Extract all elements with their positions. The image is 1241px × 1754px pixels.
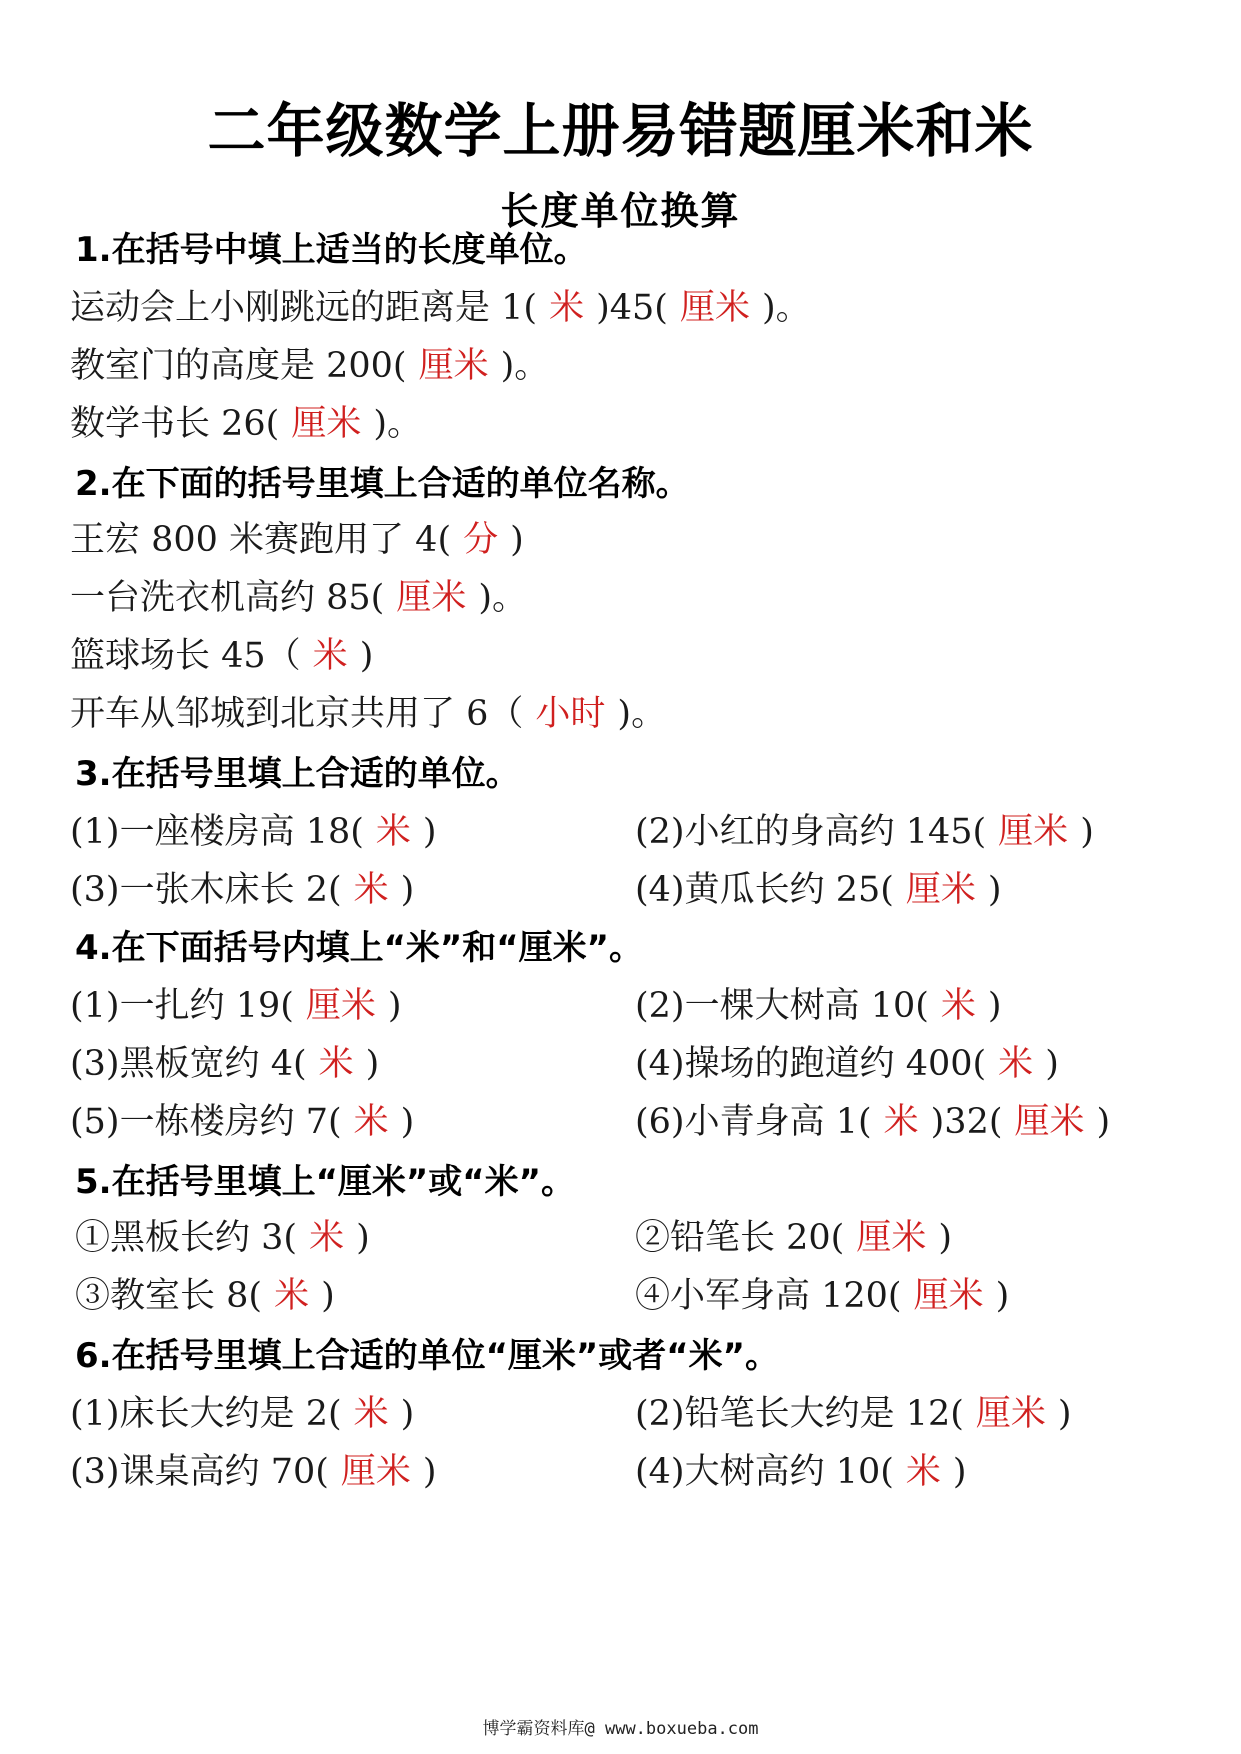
- answer: 米: [375, 812, 411, 852]
- question-1-line-1: [70, 280, 811, 330]
- answer: 米: [309, 1218, 345, 1258]
- line-text: 篮球场长 45（: [70, 636, 301, 676]
- line-text: ): [356, 1218, 370, 1258]
- answer: 小时: [535, 694, 606, 734]
- question-2-line-2: [70, 570, 527, 620]
- answer: 厘米: [1014, 1102, 1085, 1142]
- line-text: ): [987, 986, 1002, 1026]
- question-6-item-3: [70, 1444, 437, 1494]
- question-6-item-4: [635, 1444, 967, 1494]
- answer: 米: [353, 1102, 389, 1142]
- question-2-heading: 2.在下面的括号里填上合适的单位名称。: [75, 464, 690, 504]
- line-text: 一台洗衣机高约 85(: [70, 578, 385, 618]
- question-6-item-2: [635, 1386, 1072, 1436]
- question-4-item-4: [635, 1036, 1059, 1086]
- line-text: ): [400, 870, 415, 910]
- question-4-item-2: [635, 978, 1002, 1028]
- question-5-item-1: [75, 1210, 370, 1260]
- line-text: (3)黑板宽约 4(: [70, 1044, 307, 1084]
- answer: 厘米: [396, 578, 467, 618]
- answer: 厘米: [340, 1452, 411, 1492]
- line-text: ②铅笔长 20(: [635, 1218, 845, 1258]
- line-text: (6)小青身高 1(: [635, 1102, 872, 1142]
- question-4-item-6: [635, 1094, 1110, 1144]
- page-subtitle: 长度单位换算: [500, 188, 741, 233]
- question-6-heading: 6.在括号里填上合适的单位“厘米”或者“米”。: [75, 1336, 779, 1376]
- line-text: )32(: [930, 1102, 1003, 1142]
- question-3-item-4: [635, 862, 1002, 912]
- line-text: ): [365, 1044, 380, 1084]
- question-2-line-1: [70, 512, 524, 562]
- question-5-item-4: [635, 1268, 1009, 1318]
- line-text: (3)一张木床长 2(: [70, 870, 342, 910]
- line-text: )。: [373, 404, 422, 444]
- line-text: (1)一扎约 19(: [70, 986, 294, 1026]
- line-text: )。: [500, 346, 550, 386]
- answer: 米: [353, 870, 389, 910]
- line-text: (3)课桌高约 70(: [70, 1452, 329, 1492]
- question-3-item-2: [635, 804, 1094, 854]
- line-text: ): [321, 1276, 335, 1316]
- line-text: ): [359, 636, 374, 676]
- line-text: ): [400, 1394, 415, 1434]
- question-1-line-3: [70, 396, 422, 446]
- question-4-item-5: [70, 1094, 414, 1144]
- line-text: ): [952, 1452, 967, 1492]
- question-4-item-3: [70, 1036, 379, 1086]
- answer: 厘米: [905, 870, 976, 910]
- answer: 厘米: [305, 986, 376, 1026]
- line-text: ): [1045, 1044, 1059, 1084]
- line-text: ): [995, 1276, 1010, 1316]
- answer: 厘米: [856, 1218, 927, 1258]
- line-text: ): [422, 1452, 437, 1492]
- line-text: (4)大树高约 10(: [635, 1452, 894, 1492]
- line-text: 运动会上小刚跳远的距离是 1(: [70, 288, 538, 328]
- answer: 米: [549, 288, 585, 328]
- answer: 米: [905, 1452, 941, 1492]
- line-text: )。: [617, 694, 667, 734]
- line-text: ①黑板长约 3(: [75, 1218, 298, 1258]
- line-text: 数学书长 26(: [70, 404, 280, 444]
- question-3-item-1: [70, 804, 437, 854]
- question-6-item-1: [70, 1386, 414, 1436]
- line-text: 王宏 800 米赛跑用了 4(: [70, 520, 452, 560]
- answer: 米: [318, 1044, 354, 1084]
- line-text: ): [422, 812, 437, 852]
- page-title: 二年级数学上册易错题厘米和米: [207, 97, 1034, 165]
- question-1-line-2: [70, 338, 549, 388]
- answer: 厘米: [998, 812, 1069, 852]
- footer-watermark: 博学霸资料库@ www.boxueba.com: [482, 1719, 759, 1739]
- answer: 米: [274, 1276, 310, 1316]
- answer: 厘米: [975, 1394, 1046, 1434]
- line-text: ): [400, 1102, 415, 1142]
- line-text: (1)一座楼房高 18(: [70, 812, 364, 852]
- line-text: )45(: [596, 288, 668, 328]
- answer: 厘米: [679, 288, 750, 328]
- answer: 米: [312, 636, 348, 676]
- question-3-item-3: [70, 862, 414, 912]
- question-5-item-3: [75, 1268, 335, 1318]
- question-2-line-4: [70, 686, 666, 736]
- line-text: ): [987, 870, 1002, 910]
- line-text: (2)小红的身高约 145(: [635, 812, 987, 852]
- line-text: (4)黄瓜长约 25(: [635, 870, 894, 910]
- line-text: ): [510, 520, 524, 560]
- line-text: (2)铅笔长大约是 12(: [635, 1394, 964, 1434]
- question-3-heading: 3.在括号里填上合适的单位。: [75, 754, 520, 794]
- question-2-line-3: [70, 628, 373, 678]
- line-text: ): [938, 1218, 952, 1258]
- line-text: ): [387, 986, 402, 1026]
- line-text: (1)床长大约是 2(: [70, 1394, 342, 1434]
- line-text: ④小军身高 120(: [635, 1276, 902, 1316]
- answer: 分: [463, 520, 499, 560]
- line-text: )。: [761, 288, 811, 328]
- line-text: ③教室长 8(: [75, 1276, 263, 1316]
- line-text: 教室门的高度是 200(: [70, 346, 407, 386]
- answer: 厘米: [291, 404, 362, 444]
- question-4-item-1: [70, 978, 402, 1028]
- answer: 米: [353, 1394, 389, 1434]
- answer: 厘米: [913, 1276, 984, 1316]
- answer: 厘米: [418, 346, 489, 386]
- answer: 米: [940, 986, 976, 1026]
- question-1-heading: 1.在括号中填上适当的长度单位。: [75, 230, 588, 270]
- line-text: (4)操场的跑道约 400(: [635, 1044, 987, 1084]
- line-text: ): [1096, 1102, 1111, 1142]
- line-text: (5)一栋楼房约 7(: [70, 1102, 342, 1142]
- line-text: ): [1080, 812, 1094, 852]
- question-5-item-2: [635, 1210, 952, 1260]
- answer: 米: [883, 1102, 919, 1142]
- question-4-heading: 4.在下面括号内填上“米”和“厘米”。: [75, 928, 643, 968]
- line-text: )。: [478, 578, 527, 618]
- line-text: 开车从邹城到北京共用了 6（: [70, 694, 524, 734]
- question-5-heading: 5.在括号里填上“厘米”或“米”。: [75, 1162, 575, 1202]
- line-text: ): [1057, 1394, 1072, 1434]
- answer: 米: [998, 1044, 1034, 1084]
- line-text: (2)一棵大树高 10(: [635, 986, 929, 1026]
